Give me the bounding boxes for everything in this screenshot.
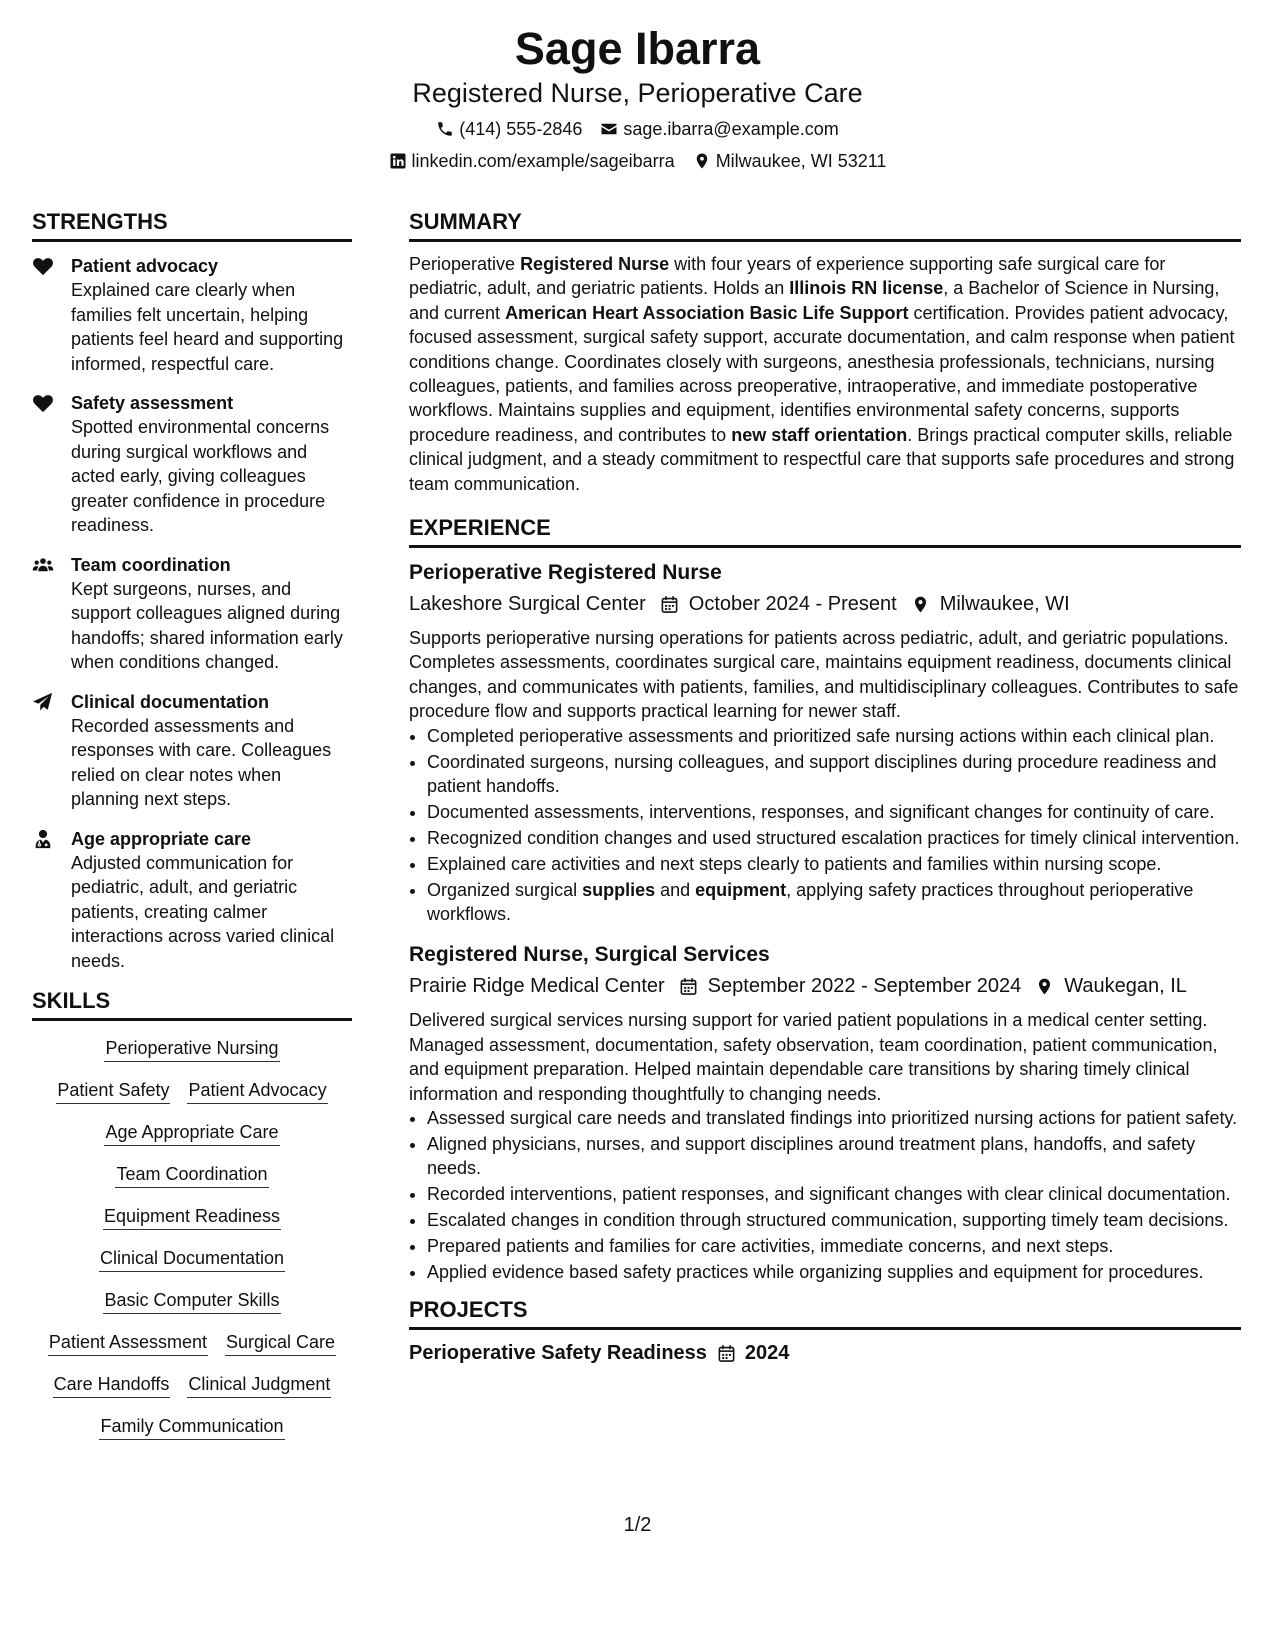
- strength-desc: Spotted environmental concerns during surgical workflows and acted early, giving colleagues greater confidence in procedure readiness.: [71, 417, 330, 535]
- list-item: • Coordinated surgeons, nursing colleagues, and support disciplines during procedure readiness and patient handoffs.: [427, 750, 1241, 799]
- skill-row: [32, 1163, 352, 1188]
- skill-tag: Patient Assessment: [48, 1331, 208, 1356]
- job-meta: [409, 591, 1241, 617]
- skill-tag: Surgical Care: [225, 1331, 336, 1356]
- strengths-list: [32, 254, 352, 973]
- summary-text: [409, 252, 1241, 496]
- contact-row-1: [0, 118, 1275, 140]
- left-column: [32, 209, 352, 1457]
- summary-bold: Registered Nurse: [520, 254, 670, 274]
- project-title: Perioperative Safety Readiness: [409, 1342, 707, 1365]
- projects-heading: PROJECTS: [409, 1297, 1241, 1330]
- resume-header: [0, 22, 1275, 172]
- users-icon: [32, 555, 54, 575]
- project-entry: [409, 1340, 1241, 1366]
- strength-desc: Kept surgeons, nurses, and support colleagues aligned during handoffs; shared information early when conditions changed.: [71, 578, 343, 672]
- linkedin-contact[interactable]: [389, 150, 675, 172]
- strength-title: Team coordination: [71, 554, 231, 575]
- right-column: [409, 209, 1241, 1366]
- linkedin-text[interactable]: linkedin.com/example/sageibarra: [411, 151, 675, 171]
- summary-segment: . Brings practical computer skills, reliable clinical judgment, and a steady commitment to respectful care that supports safe procedures and strong team communication.: [409, 424, 1235, 494]
- job-bullets: [409, 724, 1241, 927]
- skill-row: [32, 1079, 352, 1104]
- phone-text: (414) 555-2846: [459, 119, 583, 139]
- paper-plane-icon: [32, 692, 54, 712]
- calendar-icon: [679, 977, 708, 996]
- calendar-icon: [707, 1344, 745, 1363]
- skill-tag: Team Coordination: [115, 1163, 268, 1188]
- strength-title: Safety assessment: [71, 393, 234, 413]
- summary-segment: Perioperative: [409, 254, 521, 274]
- company-name: Lakeshore Surgical Center: [409, 593, 646, 616]
- skill-row: [32, 1289, 352, 1314]
- list-item: • Escalated changes in condition through structured communication, supporting timely team decisions.: [427, 1208, 1241, 1232]
- job-entry: [409, 942, 1241, 1284]
- candidate-title: Registered Nurse, Perioperative Care: [412, 78, 863, 108]
- skill-tag: Care Handoffs: [53, 1373, 171, 1398]
- strength-item: [32, 391, 352, 538]
- list-item: [427, 878, 1241, 927]
- email-text[interactable]: sage.ibarra@example.com: [623, 119, 839, 139]
- list-item: • Prepared patients and families for care activities, immediate concerns, and next steps.: [427, 1234, 1241, 1258]
- skill-row: [32, 1037, 352, 1062]
- job-title: Perioperative Registered Nurse: [409, 561, 722, 585]
- job-location: Waukegan, IL: [1064, 975, 1187, 998]
- skill-row: [32, 1205, 352, 1230]
- bullet-segment: and: [655, 879, 696, 900]
- job-bullets: [409, 1106, 1241, 1284]
- summary-heading: SUMMARY: [409, 209, 1241, 242]
- candidate-name: Sage Ibarra: [514, 23, 761, 74]
- list-item: • Recorded interventions, patient responses, and significant changes with clear clinical documentation.: [427, 1182, 1241, 1206]
- list-item: • Applied evidence based safety practices while organizing supplies and equipment for procedures.: [427, 1260, 1241, 1284]
- job-dates: October 2024 - Present: [688, 593, 897, 616]
- list-item: • Assessed surgical care needs and translated findings into prioritized nursing actions for patient safety.: [427, 1106, 1241, 1130]
- strength-item: [32, 254, 352, 376]
- location-contact: [693, 150, 887, 172]
- phone-icon: [436, 120, 454, 138]
- summary-segment: certification. Provides patient advocacy, focused assessment, surgical safety support, accurate documentation, and calm response when patient conditions change. Coordinates closely with surgeons, anesthesia professionals, technicians, nursing colleagues, patients, and families across preoperative, intraoperative, and immediate postoperative workflows. Maintains supplies and equipment, identifies environmental safety concerns, supports procedure readiness, and contributes to: [409, 302, 1235, 445]
- strength-title: Clinical documentation: [71, 691, 270, 712]
- bullet-segment: Organized surgical: [427, 879, 583, 900]
- summary-bold: new staff orientation: [731, 424, 908, 445]
- bullet-bold: supplies: [582, 879, 656, 900]
- bullet-bold: equipment: [695, 879, 787, 900]
- job-description: Delivered surgical services nursing support for varied patient populations in a medical center setting. Managed assessment, documentation, safety observation, team coordination, patient communication, and equipment preparation. Helped maintain dependable care transitions by sharing timely clinical information and responding thoughtfully to changing needs.: [409, 1010, 1218, 1104]
- location-text: Milwaukee, WI 53211: [715, 151, 887, 171]
- linkedin-icon: [389, 152, 407, 170]
- phone-contact: [436, 118, 582, 140]
- list-item: • Completed perioperative assessments and prioritized safe nursing actions within each clinical plan.: [427, 724, 1241, 748]
- strengths-heading: STRENGTHS: [32, 209, 352, 242]
- strength-item: [32, 553, 352, 675]
- contact-row-2: [0, 150, 1275, 172]
- calendar-icon: [660, 595, 689, 614]
- skill-row: [32, 1331, 352, 1356]
- heart-icon: [32, 256, 54, 276]
- skill-row: [32, 1415, 352, 1440]
- project-year: 2024: [744, 1342, 790, 1365]
- list-item: • Explained care activities and next steps clearly to patients and families within nursing scope.: [427, 852, 1241, 876]
- summary-segment: , a Bachelor of Science in Nursing, and current: [409, 278, 1220, 323]
- skill-tag: Family Communication: [99, 1415, 284, 1440]
- user-doctor-icon: [32, 829, 54, 849]
- map-pin-icon: [1035, 977, 1064, 996]
- job-description: Supports perioperative nursing operations for patients across pediatric, adult, and geriatric populations. Completes assessments, coordinates surgical care, maintains equipment readiness, documents clinical changes, and communicates with patients, families, and multidisciplinary colleagues. Contributes to safe procedure flow and supports practical learning for newer staff.: [409, 628, 1239, 722]
- job-meta: [409, 973, 1241, 999]
- heart-icon: [32, 393, 54, 413]
- skill-tag: Clinical Judgment: [187, 1373, 331, 1398]
- strength-desc: Recorded assessments and responses with care. Colleagues relied on clear notes when planning next steps.: [71, 715, 332, 809]
- strength-item: [32, 690, 352, 812]
- skill-tag: Patient Safety: [56, 1079, 170, 1104]
- job-title: Registered Nurse, Surgical Services: [409, 943, 770, 967]
- skill-tag: Patient Advocacy: [187, 1079, 327, 1104]
- skill-tag: Equipment Readiness: [103, 1205, 281, 1230]
- list-item: • Aligned physicians, nurses, and support disciplines around treatment plans, handoffs, and safety needs.: [427, 1132, 1241, 1181]
- experience-heading: EXPERIENCE: [409, 515, 1241, 548]
- page-number: 1/2: [623, 1514, 652, 1536]
- map-pin-icon: [911, 595, 940, 614]
- summary-bold: Illinois RN license: [789, 278, 944, 299]
- company-name: Prairie Ridge Medical Center: [409, 975, 665, 998]
- strength-item: [32, 827, 352, 974]
- skill-row: [32, 1373, 352, 1398]
- skill-tag: Perioperative Nursing: [104, 1037, 279, 1062]
- map-pin-icon: [693, 152, 711, 170]
- skills-list: [32, 1037, 352, 1440]
- summary-segment: with four years of experience supporting safe surgical care for pediatric, adult, and geriatric patients. Holds an: [409, 254, 1166, 299]
- skill-row: [32, 1121, 352, 1146]
- strength-title: Age appropriate care: [71, 828, 252, 849]
- skills-heading: SKILLS: [32, 988, 352, 1021]
- strength-title: Patient advocacy: [71, 256, 219, 276]
- strength-desc: Adjusted communication for pediatric, adult, and geriatric patients, creating calmer interactions across varied clinical needs.: [71, 852, 335, 971]
- bullet-segment: , applying safety practices throughout perioperative workflows.: [427, 879, 1194, 925]
- skill-tag: Basic Computer Skills: [103, 1289, 280, 1314]
- envelope-icon: [600, 120, 618, 138]
- summary-bold: American Heart Association Basic Life Support: [505, 302, 909, 323]
- list-item: • Recognized condition changes and used structured escalation practices for timely clinical intervention.: [427, 826, 1241, 850]
- job-location: Milwaukee, WI: [939, 593, 1070, 616]
- skill-tag: Clinical Documentation: [99, 1247, 285, 1272]
- skill-tag: Age Appropriate Care: [104, 1121, 279, 1146]
- email-contact[interactable]: [600, 118, 838, 140]
- job-entry: [409, 560, 1241, 926]
- job-dates: September 2022 - September 2024: [707, 975, 1022, 998]
- list-item: • Documented assessments, interventions, responses, and significant changes for continuity of care.: [427, 800, 1241, 824]
- strength-desc: Explained care clearly when families felt uncertain, helping patients feel heard and supporting informed, respectful care.: [71, 280, 344, 374]
- skill-row: [32, 1247, 352, 1272]
